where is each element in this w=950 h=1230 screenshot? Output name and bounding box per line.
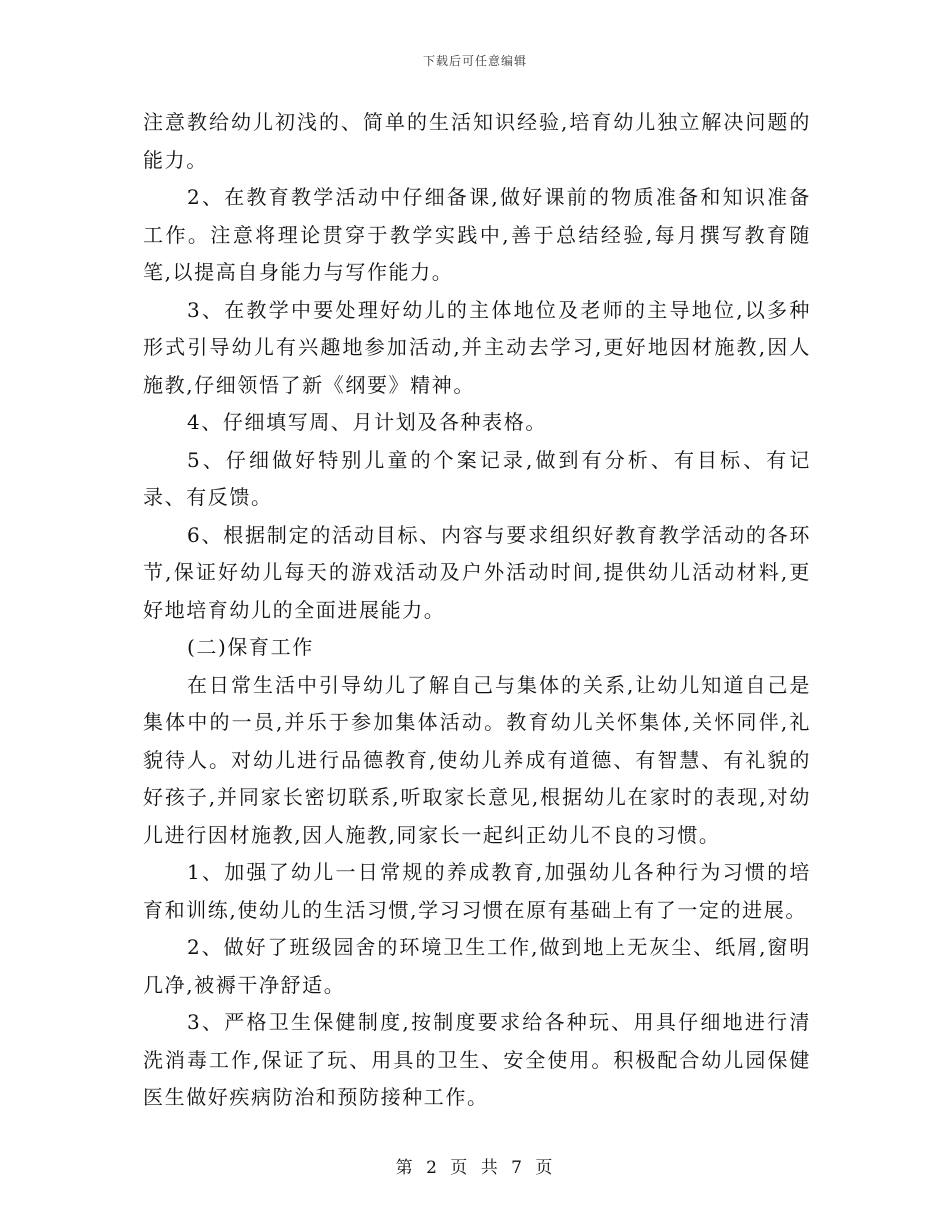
document-body <box>143 104 811 1117</box>
section-heading-care-work: (二)保育工作 <box>187 635 314 659</box>
paragraph-care-item-2: 2、做好了班级园舍的环境卫生工作,做到地上无灰尘、纸屑,窗明几净,被褥干净舒适。 <box>143 935 811 997</box>
paragraph-care-item-3: 3、严格卫生保健制度,按制度要求给各种玩、用具仔细地进行清洗消毒工作,保证了玩、用具的卫生、安全使用。积极配合幼儿园保健医生做好疾病防治和预防接种工作。 <box>143 1010 811 1109</box>
page-number-footer: 第 2 页 共 7 页 <box>395 1158 555 1178</box>
paragraph-care-intro: 在日常生活中引导幼儿了解自己与集体的关系,让幼儿知道自己是集体中的一员,并乐于参加集体活动。教育幼儿关怀集体,关怀同伴,礼貌待人。对幼儿进行品德教育,使幼儿养成有道德、有智慧、有礼貌的好孩子,并同家长密切联系,听取家长意见,根据幼儿在家时的表现,对幼儿进行因材施教,因人施教,同家长一起纠正幼儿不良的习惯。 <box>143 672 811 847</box>
paragraph-item-4: 4、仔细填写周、月计划及各种表格。 <box>187 410 547 434</box>
paragraph-item-6: 6、根据制定的活动目标、内容与要求组织好教育教学活动的各环节,保证好幼儿每天的游戏活动及户外活动时间,提供幼儿活动材料,更好地培育幼儿的全面进展能力。 <box>143 522 811 622</box>
paragraph-continuation: 注意教给幼儿初浅的、简单的生活知识经验,培育幼儿独立解决问题的能力。 <box>143 110 811 172</box>
page-header-note: 下载后可任意编辑 <box>422 54 527 68</box>
paragraph-care-item-1: 1、加强了幼儿一日常规的养成教育,加强幼儿各种行为习惯的培育和训练,使幼儿的生活习惯,学习习惯在原有基础上有了一定的进展。 <box>143 860 811 922</box>
paragraph-item-3: 3、在教学中要处理好幼儿的主体地位及老师的主导地位,以多种形式引导幼儿有兴趣地参加活动,并主动去学习,更好地因材施教,因人施教,仔细领悟了新《纲要》精神。 <box>143 297 811 397</box>
paragraph-item-2: 2、在教育教学活动中仔细备课,做好课前的物质准备和知识准备工作。注意将理论贯穿于教学实践中,善于总结经验,每月撰写教育随笔,以提高自身能力与写作能力。 <box>143 185 811 284</box>
paragraph-item-5: 5、仔细做好特别儿童的个案记录,做到有分析、有目标、有记录、有反馈。 <box>143 447 811 509</box>
